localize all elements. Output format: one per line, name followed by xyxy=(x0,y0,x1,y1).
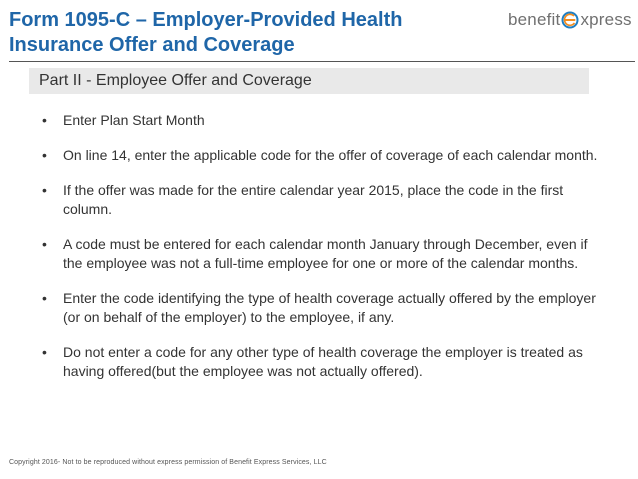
list-item xyxy=(42,343,602,381)
list-item xyxy=(42,181,602,219)
bullet-list xyxy=(42,111,602,397)
bullet-dot: • xyxy=(42,236,47,252)
bullet-dot: • xyxy=(42,290,47,306)
bullet-text: On line 14, enter the applicable code for the offer of coverage of each calendar month. xyxy=(63,147,598,163)
section-heading: Part II - Employee Offer and Coverage xyxy=(39,72,312,89)
bullet-dot: • xyxy=(42,344,47,360)
bullet-text: Enter the code identifying the type of health coverage actually offered by the employer (or on behalf of the employer) to the employee, if any. xyxy=(63,290,596,325)
bullet-text: A code must be entered for each calendar month January through December, even if the employee was not a full-time employee for one or more of the calendar months. xyxy=(63,236,588,271)
bullet-dot: • xyxy=(42,147,47,163)
bullet-text: If the offer was made for the entire calendar year 2015, place the code in the first column. xyxy=(63,182,564,217)
page-title: Form 1095-C – Employer-Provided Health Insurance Offer and Coverage xyxy=(9,9,403,56)
logo-text-left: benefit xyxy=(508,10,561,29)
list-item xyxy=(42,235,602,273)
section-heading-bar xyxy=(29,68,589,94)
title-divider xyxy=(9,61,635,62)
list-item xyxy=(42,146,602,165)
logo-text-right: xpress xyxy=(580,10,632,29)
bullet-dot: • xyxy=(42,112,47,128)
list-item xyxy=(42,289,602,327)
bullet-text: Enter Plan Start Month xyxy=(63,112,205,128)
copyright-footer: Copyright 2016- Not to be reproduced without express permission of Benefit Express Services, LLC xyxy=(9,459,327,466)
list-item xyxy=(42,111,602,130)
bullet-text: Do not enter a code for any other type of health coverage the employer is treated as having offered(but the employee was not actually offered). xyxy=(63,344,583,379)
benefit-express-logo xyxy=(508,8,632,32)
express-e-logo-icon xyxy=(561,11,579,29)
bullet-dot: • xyxy=(42,182,47,198)
